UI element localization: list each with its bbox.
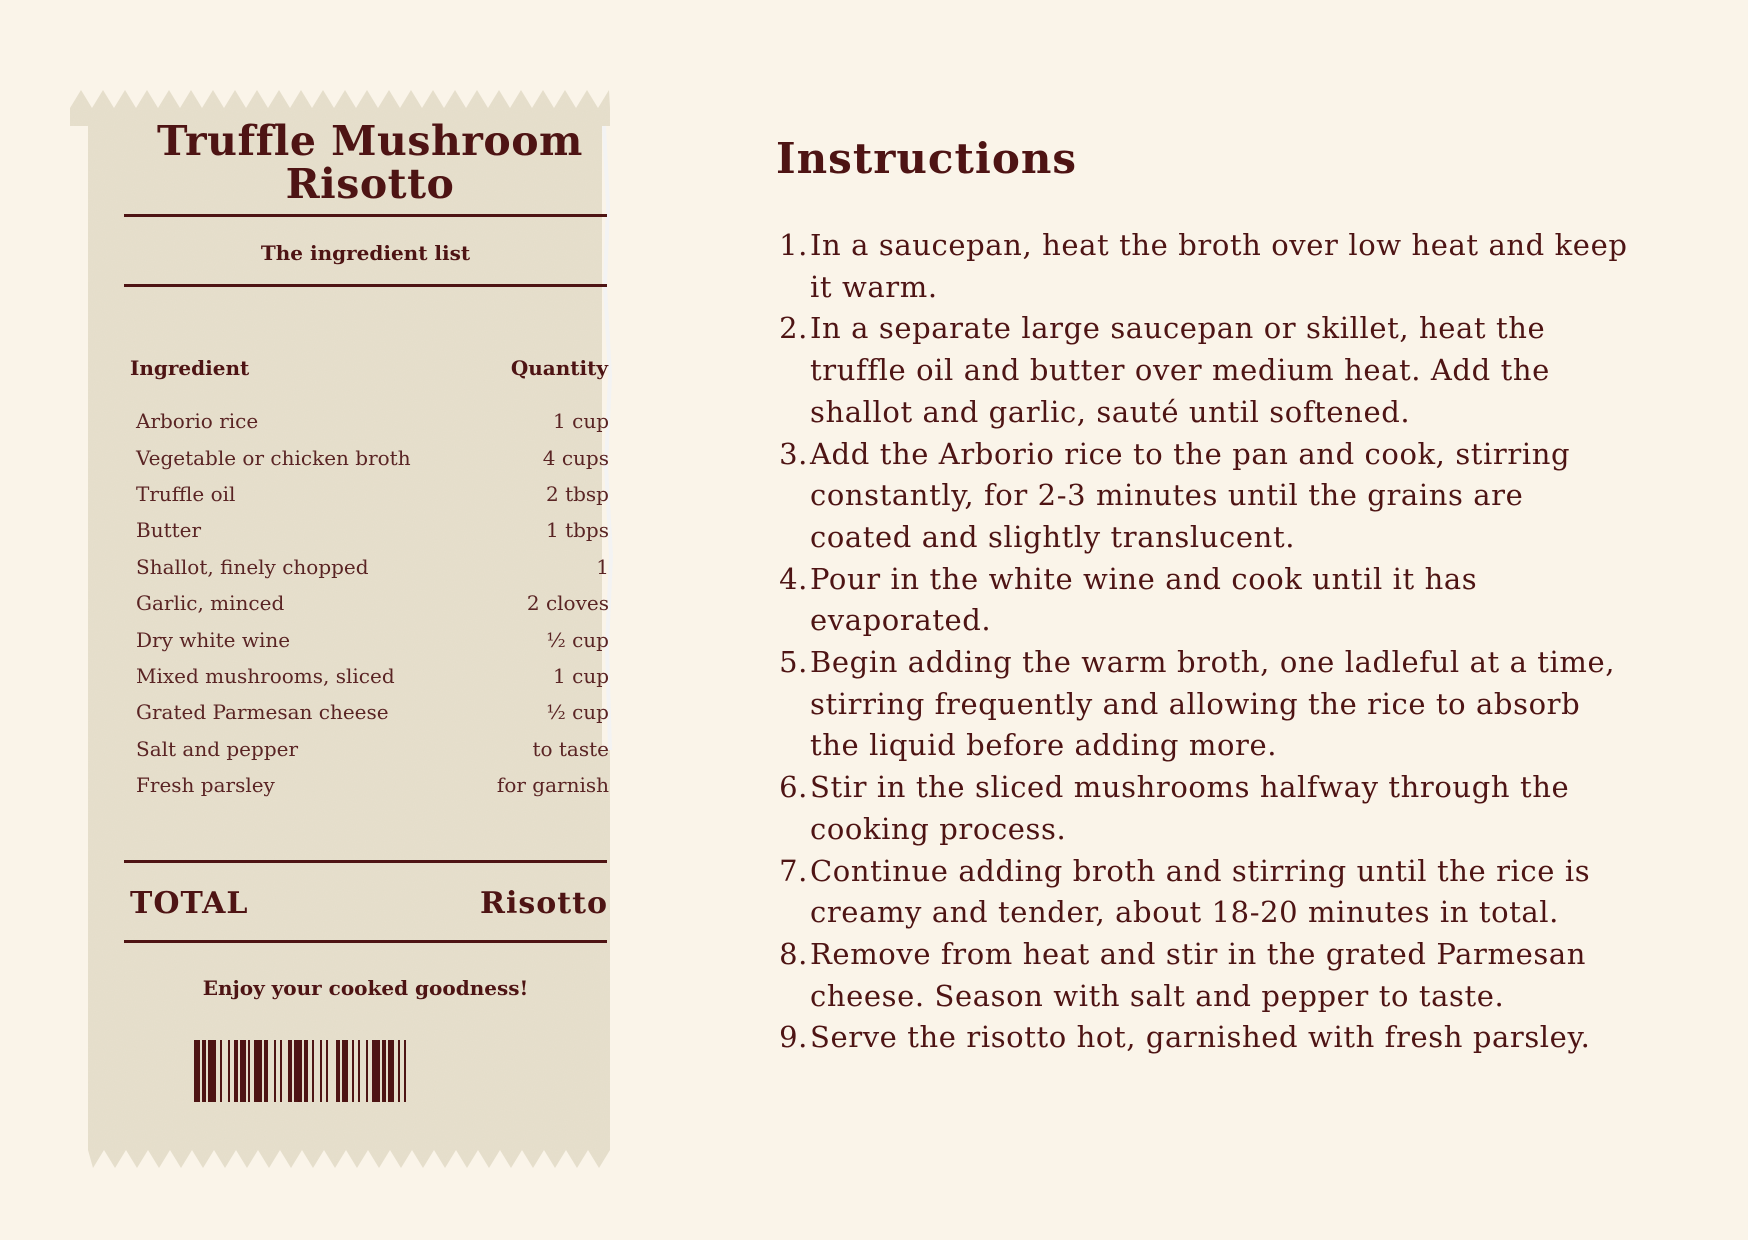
- divider: [124, 940, 607, 943]
- instruction-step: [776, 851, 1656, 934]
- barcode-bar: [264, 1040, 268, 1102]
- barcode-bar: [304, 1040, 308, 1102]
- instruction-steps: [776, 225, 1656, 1059]
- total-value: Risotto: [480, 886, 608, 921]
- ingredient-row: [136, 439, 609, 475]
- recipe-title-line1: Truffle Mushroom: [157, 117, 583, 165]
- instruction-step: [776, 434, 1656, 559]
- step-number: 8.: [779, 936, 808, 971]
- step-text: Remove from heat and stir in the grated Parmesan cheese. Season with salt and pepper to taste.: [810, 936, 1587, 1013]
- ingredient-quantity: 4 cups: [542, 445, 609, 470]
- barcode-bar: [202, 1040, 206, 1102]
- step-number: 1.: [779, 228, 808, 262]
- barcode-bar: [208, 1040, 216, 1102]
- ingredient-row: [136, 403, 609, 439]
- recipe-title-line2: Risotto: [285, 160, 455, 208]
- ingredient-quantity: ½ cup: [546, 627, 609, 652]
- step-text: Pour in the white wine and cook until it has evaporated.: [810, 561, 1478, 638]
- ingredient-quantity: 2 tbsp: [546, 481, 609, 506]
- barcode-bar: [288, 1040, 292, 1102]
- ingredient-name: Salt and pepper: [136, 736, 299, 761]
- ingredient-name: Dry white wine: [136, 627, 291, 652]
- instruction-step: [776, 642, 1656, 767]
- barcode-bar: [274, 1040, 276, 1102]
- recipe-receipt: [70, 86, 680, 1174]
- ingredient-name: Arborio rice: [136, 409, 259, 434]
- step-text: Add the Arborio rice to the pan and cook, stirring constantly, for 2-3 minutes until the grains are coated and slightly translucent.: [810, 436, 1571, 554]
- ingredient-name: Truffle oil: [136, 481, 236, 506]
- barcode-bar: [228, 1040, 230, 1102]
- barcode-bar: [248, 1040, 250, 1102]
- quantity-column-header: Quantity: [510, 356, 608, 380]
- instruction-step: [776, 559, 1656, 642]
- instruction-step: [776, 934, 1656, 1017]
- receipt-footer-message: Enjoy your cooked goodness!: [202, 976, 529, 1000]
- barcode-bar: [220, 1040, 222, 1102]
- ingredient-row: [136, 476, 609, 512]
- ingredient-column-header: Ingredient: [130, 356, 250, 380]
- ingredient-quantity: 1 tbps: [546, 518, 609, 543]
- barcode-bar: [398, 1040, 400, 1102]
- ingredient-list-heading: The ingredient list: [260, 241, 471, 265]
- ingredient-row: [136, 512, 609, 548]
- ingredient-row: [136, 585, 609, 621]
- step-text: In a saucepan, heat the broth over low heat and keep it warm.: [810, 228, 1628, 304]
- barcode-bar: [358, 1040, 360, 1102]
- instruction-step: [776, 225, 1656, 308]
- step-number: 4.: [779, 561, 808, 596]
- ingredient-row: [136, 658, 609, 694]
- step-number: 9.: [779, 1020, 808, 1055]
- ingredient-quantity: 2 cloves: [526, 591, 609, 616]
- barcode-bar: [234, 1040, 238, 1102]
- step-number: 5.: [779, 645, 808, 680]
- barcode-bar: [342, 1040, 348, 1102]
- ingredient-name: Vegetable or chicken broth: [136, 445, 411, 470]
- barcode-bar: [280, 1040, 282, 1102]
- barcode: [194, 1040, 562, 1102]
- instruction-step: [776, 767, 1656, 850]
- step-text: In a separate large saucepan or skillet, heat the truffle oil and butter over medium heat. Add the shallot and garlic, sauté until softened.: [810, 311, 1550, 429]
- divider: [124, 214, 607, 217]
- ingredient-name: Grated Parmesan cheese: [136, 700, 389, 725]
- instructions-section: [776, 134, 1656, 1059]
- step-number: 6.: [779, 770, 808, 805]
- ingredient-name: Mixed mushrooms, sliced: [136, 663, 395, 688]
- recipe-title: [120, 117, 620, 208]
- ingredient-quantity: 1 cup: [553, 663, 609, 688]
- ingredient-name: Shallot, finely chopped: [136, 554, 369, 579]
- instructions-title: Instructions: [776, 134, 1078, 183]
- barcode-bar: [388, 1040, 394, 1102]
- step-text: Begin adding the warm broth, one ladleful at a time, stirring frequently and allowing the rice to absorb the liquid before adding more.: [810, 645, 1616, 763]
- step-number: 7.: [779, 853, 808, 888]
- ingredient-row: [136, 621, 609, 657]
- step-number: 3.: [779, 436, 808, 471]
- ingredient-row: [136, 694, 609, 730]
- ingredient-quantity: 1 cup: [553, 409, 609, 434]
- ingredient-list: [136, 403, 609, 803]
- step-text: Continue adding broth and stirring until the rice is creamy and tender, about 18-20 minutes in total.: [810, 853, 1591, 930]
- ingredient-row: [136, 767, 609, 803]
- step-text: Serve the risotto hot, garnished with fresh parsley.: [810, 1020, 1591, 1055]
- barcode-bar: [194, 1040, 200, 1102]
- ingredient-quantity: for garnish: [496, 773, 609, 798]
- barcode-bar: [254, 1040, 262, 1102]
- ingredient-quantity: to taste: [532, 736, 609, 761]
- divider: [124, 284, 607, 287]
- barcode-bar: [326, 1040, 328, 1102]
- barcode-bar: [382, 1040, 386, 1102]
- barcode-bar: [352, 1040, 354, 1102]
- instruction-step: [776, 308, 1656, 433]
- barcode-bar: [294, 1040, 302, 1102]
- barcode-bar: [240, 1040, 246, 1102]
- barcode-bar: [404, 1040, 406, 1102]
- instruction-step: [776, 1017, 1656, 1059]
- barcode-bar: [336, 1040, 340, 1102]
- total-label: TOTAL: [130, 886, 249, 921]
- ingredient-name: Fresh parsley: [136, 773, 275, 798]
- step-text: Stir in the sliced mushrooms halfway through the cooking process.: [810, 770, 1570, 846]
- ingredient-quantity: 1: [596, 554, 609, 579]
- barcode-bar: [372, 1040, 380, 1102]
- step-number: 2.: [779, 311, 808, 346]
- ingredient-row: [136, 731, 609, 767]
- barcode-bar: [366, 1040, 368, 1102]
- ingredient-name: Butter: [136, 518, 202, 543]
- barcode-bar: [320, 1040, 322, 1102]
- barcode-bar: [312, 1040, 314, 1102]
- ingredient-name: Garlic, minced: [136, 591, 285, 616]
- ingredient-quantity: ½ cup: [546, 700, 609, 725]
- divider: [124, 860, 607, 863]
- ingredient-row: [136, 549, 609, 585]
